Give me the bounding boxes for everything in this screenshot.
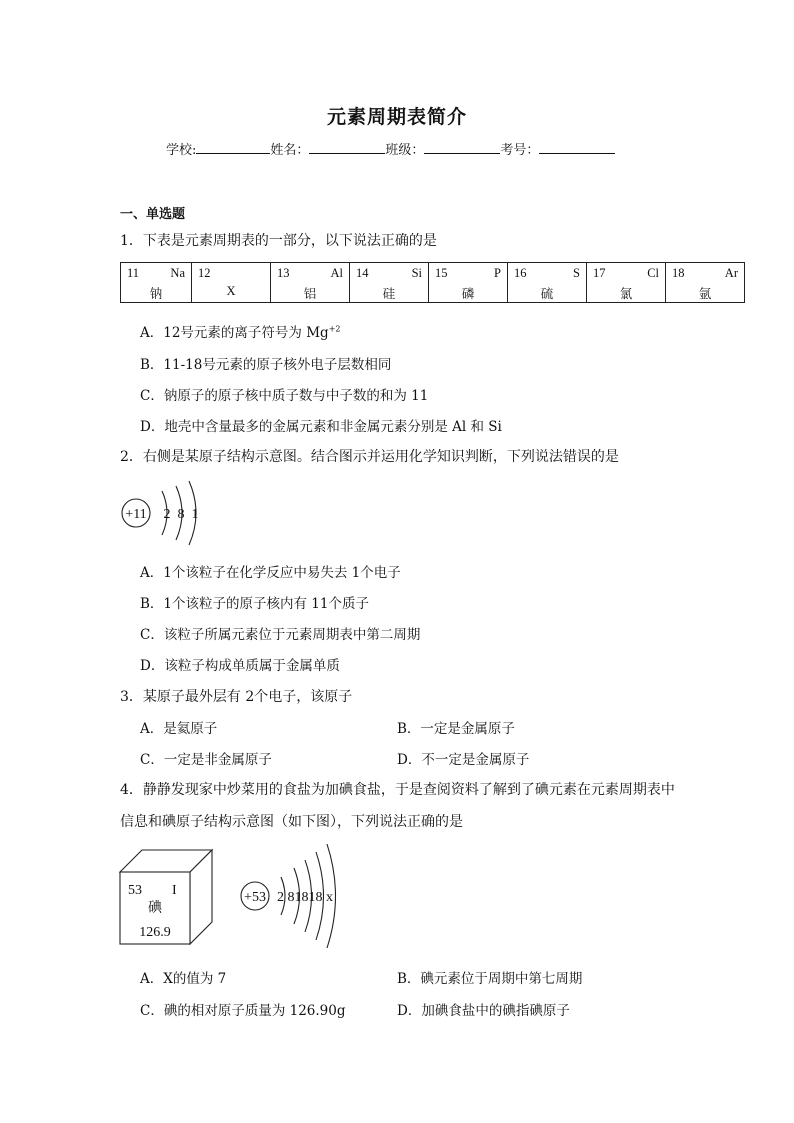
q3-option-a[interactable]: A．是氦原子: [140, 721, 218, 737]
q3-option-b[interactable]: B．一定是金属原子: [397, 721, 515, 737]
q4-option-a[interactable]: A．X的值为 7: [140, 971, 227, 987]
q4-option-c[interactable]: C．碘的相对原子质量为 126.90g: [140, 1003, 346, 1019]
element-cell: 11 Na 钠: [121, 263, 192, 303]
q3-option-d[interactable]: D．不一定是金属原子: [397, 752, 530, 768]
element-cell: 18 Ar 氩: [666, 263, 745, 303]
q2-option-a[interactable]: A．1个该粒子在化学反应中易失去 1个电子: [140, 565, 401, 581]
number-label: 考号：: [500, 143, 540, 158]
q4-stem-line1: 4．静静发现家中炒菜用的食盐为加碘食盐，于是查阅资料了解到了碘元素在元素周期表中: [120, 782, 675, 798]
element-cell: 14 Si 硅: [350, 263, 429, 303]
q4-option-d[interactable]: D．加碘食盐中的碘指碘原子: [397, 1003, 570, 1019]
q2-option-d[interactable]: D．该粒子构成单质属于金属单质: [140, 658, 340, 674]
q2-option-b[interactable]: B．1个该粒子的原子核内有 11个质子: [140, 596, 369, 612]
q4-option-b[interactable]: B．碘元素位于周期中第七周期: [397, 971, 583, 987]
element-cell: 15 P 磷: [429, 263, 508, 303]
q1-option-a[interactable]: A．12号元素的离子符号为 $Mg^{+2}$: [140, 324, 341, 341]
element-name: 碘: [148, 901, 162, 916]
iodine-element-cube: [114, 846, 219, 948]
q2-option-c[interactable]: C．该粒子所属元素位于元素周期表中第二周期: [140, 627, 421, 643]
q2-stem: 2．右侧是某原子结构示意图。结合图示并运用化学知识判断，下列说法错误的是: [120, 449, 619, 465]
iodine-atom-diagram: [236, 840, 356, 952]
nucleus-label: +11: [125, 507, 147, 522]
q3-option-c[interactable]: C．一定是非金属原子: [140, 752, 272, 768]
element-cell: 12 X: [192, 263, 271, 303]
element-cell: 13 Al 铝: [271, 263, 350, 303]
q1-stem: 1．下表是元素周期表的一部分，以下说法正确的是: [120, 233, 437, 249]
school-field[interactable]: [196, 139, 270, 154]
school-label: 学校:: [166, 143, 197, 158]
name-label: 姓名：: [270, 143, 310, 158]
q3-stem: 3．某原子最外层有 2个电子，该原子: [120, 689, 353, 705]
page-title: 元素周期表简介: [326, 106, 467, 128]
section-heading: 一、单选题: [120, 207, 186, 222]
class-field[interactable]: [424, 139, 500, 154]
q4-stem-line2: 信息和碘原子结构示意图（如下图），下列说法正确的是: [120, 814, 463, 830]
sodium-atom-diagram: [118, 478, 208, 550]
element-number: 53: [128, 883, 142, 898]
shell-count-3: 1: [191, 507, 199, 522]
element-cell: 16 S 硫: [508, 263, 587, 303]
name-field[interactable]: [309, 139, 385, 154]
element-symbol: I: [172, 883, 177, 898]
q1-option-c[interactable]: C．钠原子的原子核中质子数与中子数的和为 11: [140, 388, 429, 404]
shell-count-1: 2: [163, 507, 171, 522]
student-info-line: [166, 139, 615, 158]
periodic-table-excerpt: [120, 262, 745, 303]
element-cell: 17 Cl 氯: [587, 263, 666, 303]
q1-option-b[interactable]: B．11-18号元素的原子核外电子层数相同: [140, 357, 392, 373]
class-label: 班级：: [385, 143, 425, 158]
nucleus-label: +53: [244, 890, 266, 905]
number-field[interactable]: [539, 139, 615, 154]
q1-option-d[interactable]: D．地壳中含量最多的金属元素和非金属元素分别是 Al 和 Si: [140, 419, 502, 435]
element-mass: 126.9: [139, 925, 171, 940]
shell-counts: 2 81818 x: [277, 890, 333, 905]
shell-count-2: 8: [177, 507, 185, 522]
